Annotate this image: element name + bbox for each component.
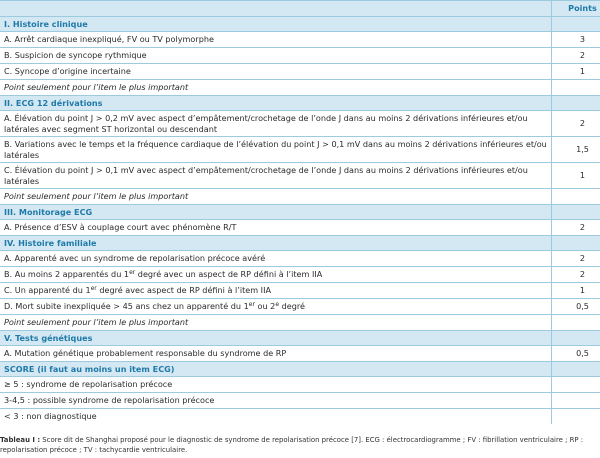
note-text: Point seulement pour l’item le plus important bbox=[0, 189, 552, 205]
criterion-text: C. Syncope d’origine incertaine bbox=[0, 64, 552, 80]
criterion-text: B. Suspicion de syncope rythmique bbox=[0, 48, 552, 64]
section-title: V. Tests génétiques bbox=[0, 331, 552, 346]
section-header-row bbox=[0, 205, 600, 220]
score-rule-text: ≥ 5 : syndrome de repolarisation précoce bbox=[0, 377, 552, 393]
criterion-points: 1 bbox=[552, 64, 600, 80]
section-title: I. Histoire clinique bbox=[0, 17, 552, 32]
table-caption bbox=[0, 436, 600, 455]
table-row bbox=[0, 220, 600, 236]
criterion-text: C. Un apparenté du 1er degré avec aspect de RP défini à l’item IIA bbox=[0, 283, 552, 299]
table-row bbox=[0, 48, 600, 64]
score-rule-row bbox=[0, 377, 600, 393]
criterion-points: 3 bbox=[552, 32, 600, 48]
score-rule-text: < 3 : non diagnostique bbox=[0, 409, 552, 425]
score-rule-row bbox=[0, 393, 600, 409]
criterion-text: B. Au moins 2 apparentés du 1er degré avec un aspect de RP défini à l’item IIA bbox=[0, 267, 552, 283]
score-title: SCORE (il faut au moins un item ECG) bbox=[0, 362, 552, 377]
criterion-text: A. Élévation du point J > 0,2 mV avec aspect d’empâtement/crochetage de l’onde J dans au moins 2 dérivations inférieures et/ou latérales avec segment ST horizontal ou descendant bbox=[0, 111, 552, 137]
table-header-row bbox=[0, 1, 600, 17]
section-title: II. ECG 12 dérivations bbox=[0, 96, 552, 111]
table-row bbox=[0, 137, 600, 163]
criterion-text: A. Apparenté avec un syndrome de repolarisation précoce avéré bbox=[0, 251, 552, 267]
note-row bbox=[0, 189, 600, 205]
section-title: III. Monitorage ECG bbox=[0, 205, 552, 220]
note-row bbox=[0, 315, 600, 331]
note-row bbox=[0, 80, 600, 96]
criterion-points: 1 bbox=[552, 163, 600, 189]
section-header-row bbox=[0, 236, 600, 251]
criterion-text: A. Présence d’ESV à couplage court avec phénomène R/T bbox=[0, 220, 552, 236]
score-header-row bbox=[0, 362, 600, 377]
note-text: Point seulement pour l’item le plus important bbox=[0, 80, 552, 96]
table-row bbox=[0, 283, 600, 299]
section-header-row bbox=[0, 96, 600, 111]
section-header-row bbox=[0, 331, 600, 346]
score-rule-row bbox=[0, 409, 600, 425]
table-row bbox=[0, 111, 600, 137]
note-text: Point seulement pour l’item le plus important bbox=[0, 315, 552, 331]
criterion-points: 2 bbox=[552, 267, 600, 283]
criterion-points: 2 bbox=[552, 251, 600, 267]
section-title: IV. Histoire familiale bbox=[0, 236, 552, 251]
table-row bbox=[0, 267, 600, 283]
caption-label: Tableau I : bbox=[0, 436, 41, 444]
criterion-text: A. Mutation génétique probablement responsable du syndrome de RP bbox=[0, 346, 552, 362]
criterion-points: 0,5 bbox=[552, 346, 600, 362]
criterion-text: D. Mort subite inexpliquée > 45 ans chez un apparenté du 1er ou 2e degré bbox=[0, 299, 552, 315]
criterion-points: 2 bbox=[552, 111, 600, 137]
table-row bbox=[0, 346, 600, 362]
criterion-points: 2 bbox=[552, 220, 600, 236]
criterion-text: B. Variations avec le temps et la fréquence cardiaque de l’élévation du point J > 0,1 mV dans au moins 2 dérivations inférieures et/ou latérales bbox=[0, 137, 552, 163]
header-blank-cell bbox=[0, 1, 552, 17]
table-row bbox=[0, 299, 600, 315]
table-row bbox=[0, 251, 600, 267]
criterion-points: 1 bbox=[552, 283, 600, 299]
table-row bbox=[0, 64, 600, 80]
criterion-points: 1,5 bbox=[552, 137, 600, 163]
table-row bbox=[0, 163, 600, 189]
table-row bbox=[0, 32, 600, 48]
score-rule-text: 3-4,5 : possible syndrome de repolarisation précoce bbox=[0, 393, 552, 409]
criterion-text: A. Arrêt cardiaque inexpliqué, FV ou TV polymorphe bbox=[0, 32, 552, 48]
caption-text: Score dit de Shanghai proposé pour le diagnostic de syndrome de repolarisation précoce [7]. ECG : électrocardiogramme ; FV : fibrillation ventriculaire ; RP : repolarisation précoce ; TV : tachycardie ventriculaire. bbox=[0, 436, 584, 454]
points-column-header: Points bbox=[552, 1, 600, 17]
criterion-points: 0,5 bbox=[552, 299, 600, 315]
section-header-row bbox=[0, 17, 600, 32]
criterion-points: 2 bbox=[552, 48, 600, 64]
criterion-text: C. Élévation du point J > 0,1 mV avec aspect d’empâtement/crochetage de l’onde J dans au moins 2 dérivations inférieures et/ou latérales bbox=[0, 163, 552, 189]
